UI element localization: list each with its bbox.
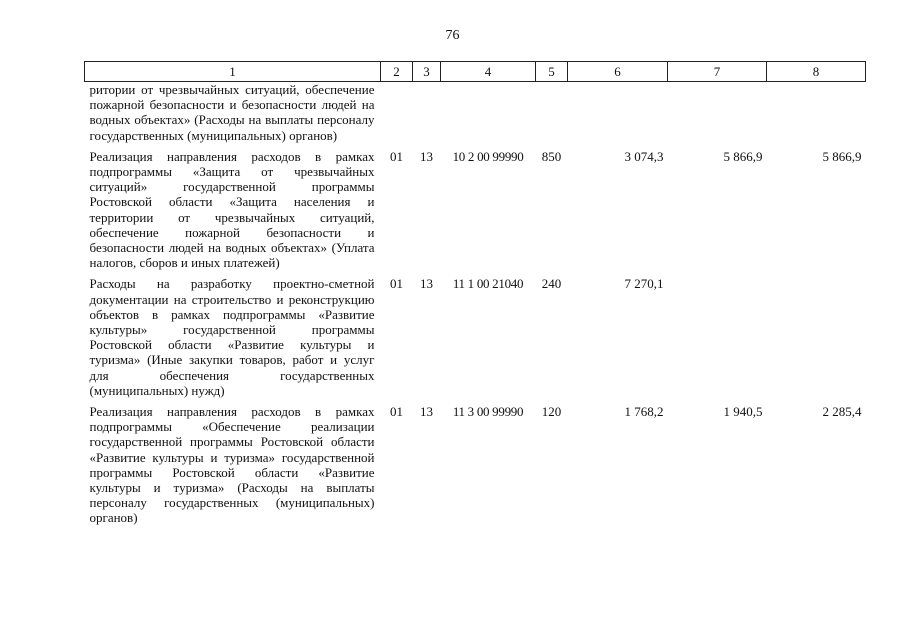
subsection-code: 13 <box>420 404 433 420</box>
amount-year-3: 5 866,9 <box>822 148 862 164</box>
amount-year-1: 1 768,2 <box>624 404 664 420</box>
amount-year-2 <box>668 82 767 149</box>
target-article-code: 11 3 00 99990 <box>452 404 524 420</box>
expense-type-code: 850 <box>541 148 562 164</box>
subsection-code <box>413 82 441 149</box>
section-code: 01 <box>390 404 403 420</box>
column-header-6: 6 <box>568 62 668 82</box>
amount-year-1: 7 270,1 <box>624 276 664 292</box>
subsection-code: 13 <box>420 276 433 292</box>
amount-year-3 <box>767 276 866 404</box>
expense-name: Расходы на разработку проектно-сметной документации на строительство и реконструкцию объектов в рамках подпрограммы «Развитие культуры» государственной программы Ростовской области «Развитие культуры и туризма» (Иные закупки товаров, работ и услуг для обеспечения государственных (муниципальных) нужд) <box>89 276 375 398</box>
column-header-5: 5 <box>536 62 568 82</box>
target-article-code <box>441 82 536 149</box>
amount-year-1: 3 074,3 <box>624 148 664 164</box>
column-header-1: 1 <box>85 62 381 82</box>
amount-year-3: 2 285,4 <box>822 404 862 420</box>
header-row <box>85 62 866 82</box>
page-number: 76 <box>445 28 460 43</box>
expense-name: Реализация направления расходов в рамках подпрограммы «Обеспечение реализации государственной программы Ростовской области «Развитие культуры и туризма» государственной программы Ростовской области «Развитие культуры и туризма» (Расходы на выплаты персоналу государственных (муниципальных) органов) <box>89 404 375 526</box>
column-header-2: 2 <box>381 62 413 82</box>
expense-type-code: 240 <box>541 276 562 292</box>
column-header-7: 7 <box>668 62 767 82</box>
table-row <box>85 82 866 149</box>
section-code <box>381 82 413 149</box>
expense-type-code <box>536 82 568 149</box>
amount-year-2 <box>668 276 767 404</box>
table-row <box>85 276 866 404</box>
column-header-3: 3 <box>413 62 441 82</box>
expense-name: Реализация направления расходов в рамках подпрограммы «Защита от чрезвычайных ситуаций» государственной программы Ростовской области «Защита населения и территории от чрезвычайных ситуаций, обеспечение пожарной безопасности и безопасности людей на водных объектах» (Уплата налогов, сборов и иных платежей) <box>89 148 375 271</box>
amount-year-1 <box>568 82 668 149</box>
table-row <box>85 149 866 277</box>
section-code: 01 <box>390 148 403 164</box>
target-article-code: 10 2 00 99990 <box>452 148 524 164</box>
amount-year-2: 5 866,9 <box>723 148 763 164</box>
expense-name: ритории от чрезвычайных ситуаций, обеспечение пожарной безопасности и безопасности людей на водных объектах» (Расходы на выплаты персоналу государственных (муниципальных) органов) <box>89 82 375 143</box>
subsection-code: 13 <box>420 148 433 164</box>
section-code: 01 <box>390 276 403 292</box>
column-header-4: 4 <box>441 62 536 82</box>
amount-year-2: 1 940,5 <box>723 404 763 420</box>
budget-table <box>84 61 866 532</box>
target-article-code: 11 1 00 21040 <box>452 276 524 292</box>
amount-year-3 <box>767 82 866 149</box>
table-row <box>85 404 866 532</box>
expense-type-code: 120 <box>541 404 562 420</box>
column-header-8: 8 <box>767 62 866 82</box>
